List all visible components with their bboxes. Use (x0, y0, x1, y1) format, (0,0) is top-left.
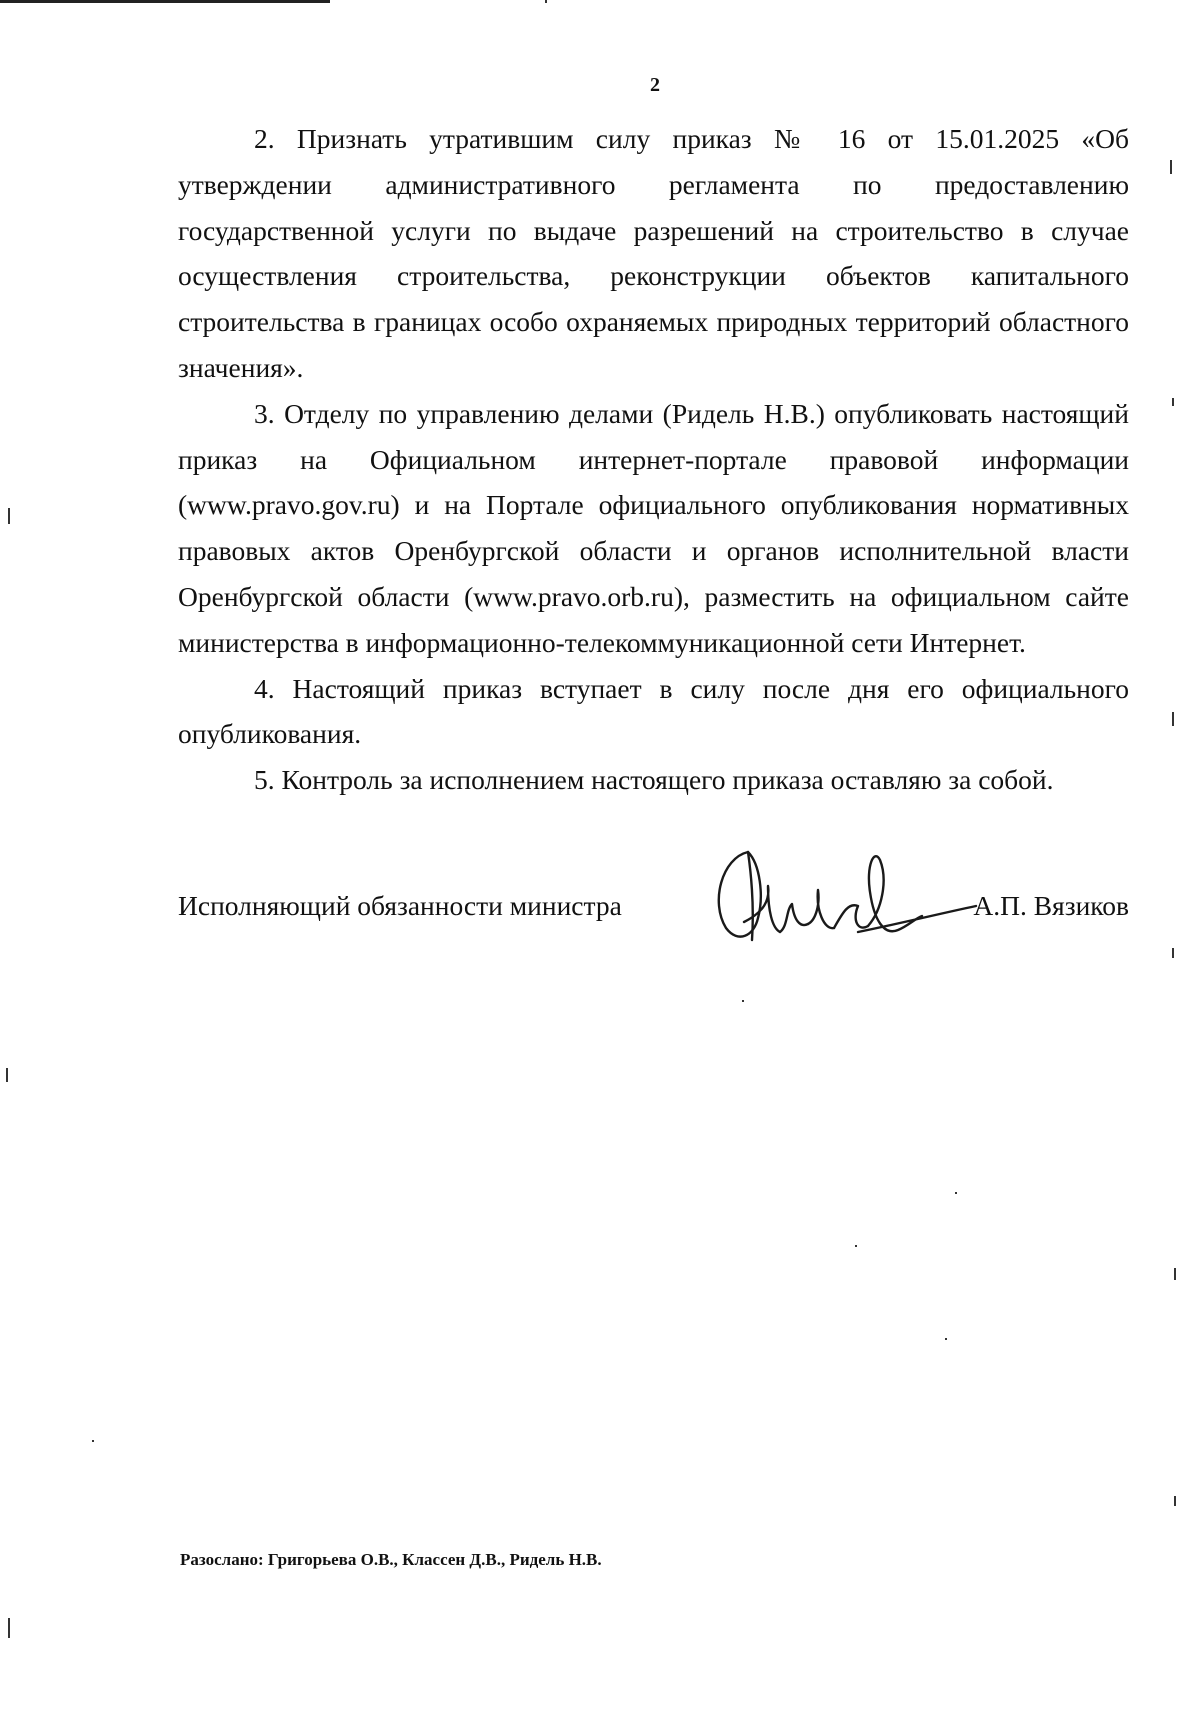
scan-artifact (1172, 712, 1174, 726)
scan-artifact (1174, 1268, 1176, 1280)
paragraph-item-2: 2. Признать утратившим силу приказ № 16 от 15.01.2025 «Об утверждении административного регламента по предоставлению государственной услуги по выдаче разрешений на строительство в случае осуществления строительства, реконструкции объектов капитального строительства в границах особо охраняемых природных территорий областного значения». (178, 123, 1129, 383)
scan-artifact (8, 1618, 10, 1638)
top-edge-line (0, 0, 330, 3)
scan-artifact (1172, 398, 1174, 406)
scan-artifact (955, 1192, 957, 1194)
scan-artifact (1174, 1496, 1176, 1506)
signatory-name: А.П. Вязиков (973, 890, 1129, 921)
paragraph-item-5: 5. Контроль за исполнением настоящего приказа оставляю за собой. (254, 764, 1054, 796)
document-body (178, 116, 1129, 803)
scan-artifact (545, 0, 547, 3)
handwritten-signature (708, 840, 978, 950)
scan-artifact (8, 508, 10, 524)
signatory-title: Исполняющий обязанности министра (178, 890, 622, 921)
scan-artifact (6, 1068, 8, 1082)
paragraph-item-4: 4. Настоящий приказ вступает в силу после дня его официального опубликования. (178, 672, 1129, 750)
scan-artifact (855, 1245, 857, 1247)
paragraph-item-3: 3. Отделу по управлению делами (Ридель Н.В.) опубликовать настоящий приказ на Официальном интернет-портале правовой информации (www.pravo.gov.ru) и на Портале официального опубликования нормативных правовых актов Оренбургской области и органов исполнительной власти Оренбургской области (www.pravo.orb.ru), разместить на официальном сайте министерства в информационно-телекоммуникационной сети Интернет. (178, 397, 1129, 658)
page-number: 2 (650, 74, 660, 96)
scan-artifact (945, 1338, 947, 1340)
scan-artifact (1170, 160, 1172, 174)
scan-artifact (742, 1000, 744, 1002)
distribution-list: Разослано: Григорьева О.В., Классен Д.В., Ридель Н.В. (180, 1550, 602, 1569)
scan-artifact (92, 1440, 94, 1442)
signature-block (178, 890, 1129, 950)
scan-artifact (1172, 948, 1174, 958)
